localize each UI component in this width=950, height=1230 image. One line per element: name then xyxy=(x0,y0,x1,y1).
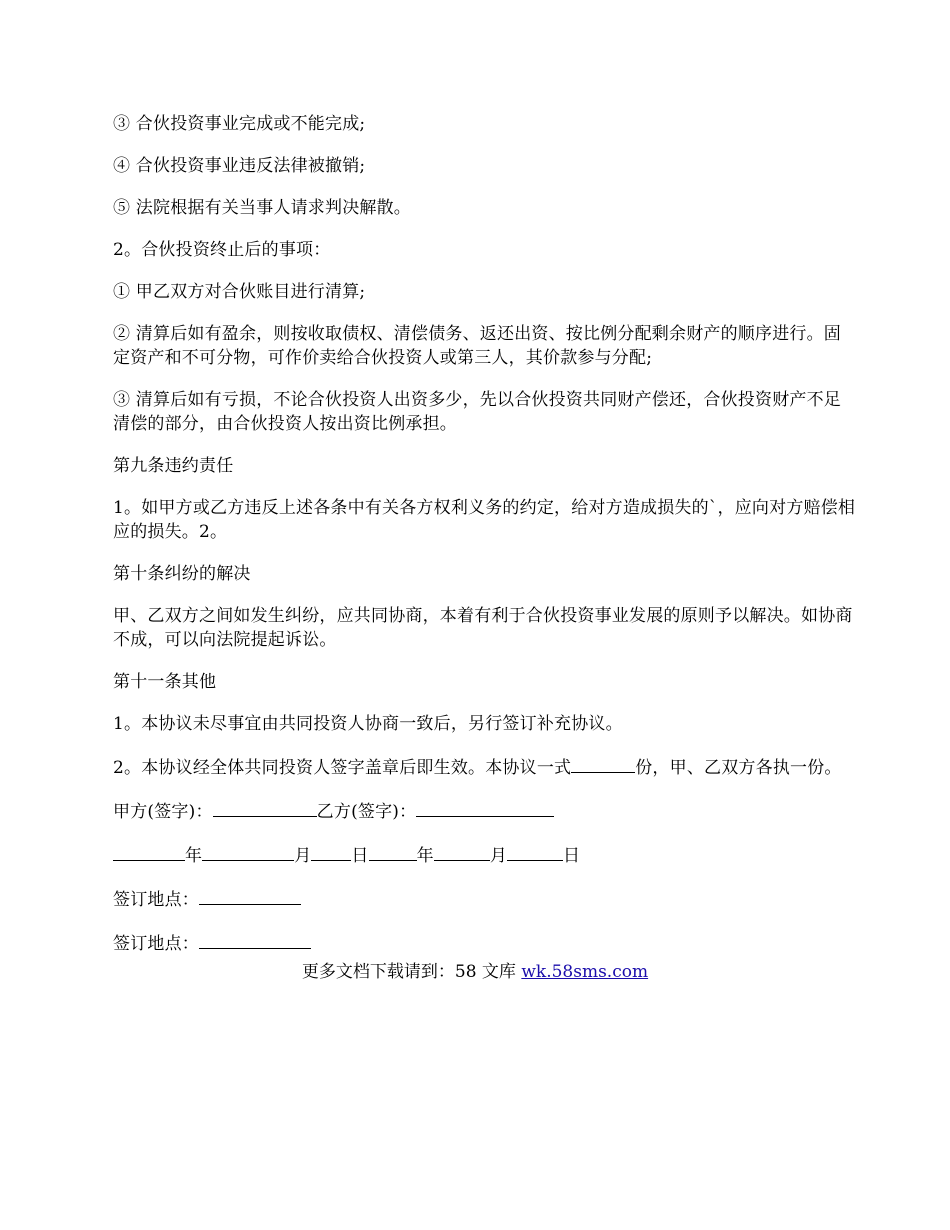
party-a-blank xyxy=(213,798,317,817)
day-label-a: 日 xyxy=(351,846,369,866)
article-10-text: 甲、乙双方之间如发生纠纷，应共同协商，本着有利于合伙投资事业发展的原则予以解决。如协商不成，可以向法院提起诉讼。 xyxy=(113,606,853,650)
clause-termination-3: ③ 清算后如有亏损，不论合伙投资人出资多少，先以合伙投资共同财产偿还，合伙投资财产不足清偿的部分，由合伙投资人按出资比例承担。 xyxy=(113,390,842,434)
clause-dissolution-3: ③ 合伙投资事业完成或不能完成; xyxy=(113,114,366,134)
article-9-heading: 第九条违约责任 xyxy=(113,456,234,476)
party-a-label: 甲方(签字)： xyxy=(113,802,213,822)
signing-place-1 xyxy=(113,886,858,912)
day-blank-b xyxy=(507,842,563,861)
article-11-heading: 第十一条其他 xyxy=(113,672,217,692)
clause-termination-heading: 2。合伙投资终止后的事项： xyxy=(113,240,331,260)
month-blank-a xyxy=(202,842,294,861)
article-11-item-2 xyxy=(113,754,858,780)
copies-blank xyxy=(571,754,635,773)
signing-place-2 xyxy=(113,930,858,956)
clause-termination-2: ② 清算后如有盈余，则按收取债权、清偿债务、返还出资、按比例分配剩余财产的顺序进行。固定资产和不可分物，可作价卖给合伙投资人或第三人，其价款参与分配; xyxy=(113,324,842,368)
article-9-text: 1。如甲方或乙方违反上述各条中有关各方权利义务的约定，给对方造成损失的`，应向对方赔偿相应的损失。2。 xyxy=(113,498,856,542)
document-body xyxy=(113,112,858,974)
year-label-b: 年 xyxy=(416,846,434,866)
month-label-a: 月 xyxy=(294,846,312,866)
footer xyxy=(0,960,950,984)
signing-place-1-label: 签订地点： xyxy=(113,890,199,910)
clause-dissolution-4: ④ 合伙投资事业违反法律被撤销; xyxy=(113,156,366,176)
copies-clause-after: 份，甲、乙双方各执一份。 xyxy=(635,758,842,778)
footer-link[interactable]: wk.58sms.com xyxy=(521,962,649,982)
signing-place-2-label: 签订地点： xyxy=(113,934,199,954)
article-10-heading: 第十条纠纷的解决 xyxy=(113,564,251,584)
article-11-item-1: 1。本协议未尽事宜由共同投资人协商一致后，另行签订补充协议。 xyxy=(113,714,623,734)
footer-text: 更多文档下载请到：58 文库 xyxy=(301,962,522,982)
month-label-b: 月 xyxy=(489,846,508,866)
year-blank-a xyxy=(113,842,185,861)
copies-clause-before: 2。本协议经全体共同投资人签字盖章后即生效。本协议一式 xyxy=(113,758,572,778)
signing-place-1-blank xyxy=(199,886,301,905)
clause-termination-1: ① 甲乙双方对合伙账目进行清算; xyxy=(113,282,366,302)
party-b-blank xyxy=(416,798,554,817)
day-blank-a xyxy=(311,842,351,861)
date-line xyxy=(113,842,858,868)
party-b-label: 乙方(签字)： xyxy=(316,802,417,822)
month-blank-b xyxy=(434,842,490,861)
signature-line xyxy=(113,798,858,824)
clause-dissolution-5: ⑤ 法院根据有关当事人请求判决解散。 xyxy=(113,198,412,218)
year-blank-b xyxy=(369,842,417,861)
year-label-a: 年 xyxy=(185,846,203,866)
signing-place-2-blank xyxy=(199,930,311,949)
day-label-b: 日 xyxy=(563,846,581,866)
